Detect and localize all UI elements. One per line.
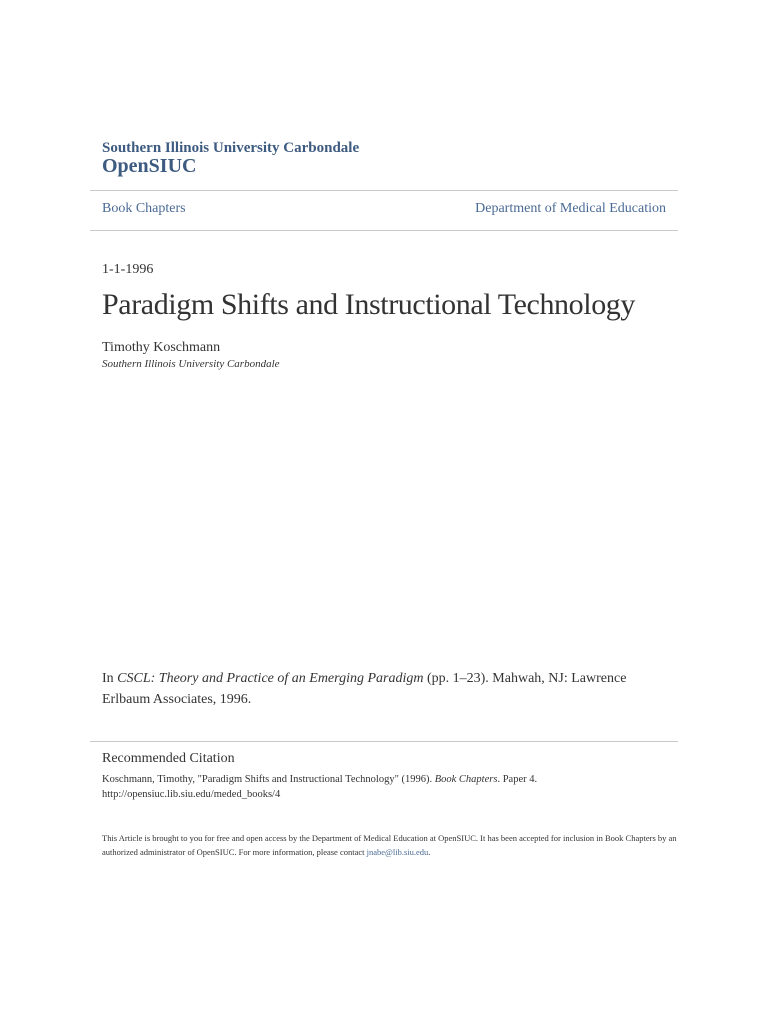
citation-series: Book Chapters — [434, 774, 498, 785]
author-affiliation: Southern Illinois University Carbondale — [102, 358, 280, 370]
citation-text: Koschmann, Timothy, "Paradigm Shifts and Instructional Technology" (1996). — [102, 774, 435, 785]
citation-body — [102, 772, 677, 802]
book-chapters-link[interactable]: Book Chapters — [102, 201, 186, 216]
publication-date: 1-1-1996 — [102, 262, 154, 277]
contact-email-link[interactable]: jnabe@lib.siu.edu — [366, 847, 429, 857]
source-suffix: (pp. 1–23). Mahwah, NJ: Lawrence Erlbaum Associates, 1996. — [102, 671, 627, 707]
access-notice-end: . — [428, 847, 431, 857]
nav-divider — [90, 230, 678, 231]
source-prefix: In — [102, 671, 118, 686]
author-name: Timothy Koschmann — [102, 340, 221, 355]
institution-name[interactable]: Southern Illinois University Carbondale — [102, 140, 360, 156]
citation-url[interactable]: http://opensiuc.lib.siu.edu/meded_books/4 — [102, 789, 281, 800]
citation-paper: . Paper 4. — [497, 774, 538, 785]
department-link[interactable]: Department of Medical Education — [475, 201, 666, 216]
access-notice-text: This Article is brought to you for free and open access by the Department of Medical Education at OpenSIUC. It has been accepted for inclusion in Book Chapters by an authorized administrator of OpenSIUC. For more information, please contact — [102, 833, 677, 857]
source-book-title: CSCL: Theory and Practice of an Emerging Paradigm — [117, 671, 424, 686]
repository-name[interactable]: OpenSIUC — [102, 155, 197, 177]
citation-divider — [90, 741, 678, 742]
top-divider — [90, 190, 678, 191]
article-title: Paradigm Shifts and Instructional Technology — [102, 288, 635, 321]
access-notice — [102, 831, 677, 859]
source-statement — [102, 668, 677, 710]
citation-heading: Recommended Citation — [102, 751, 235, 766]
